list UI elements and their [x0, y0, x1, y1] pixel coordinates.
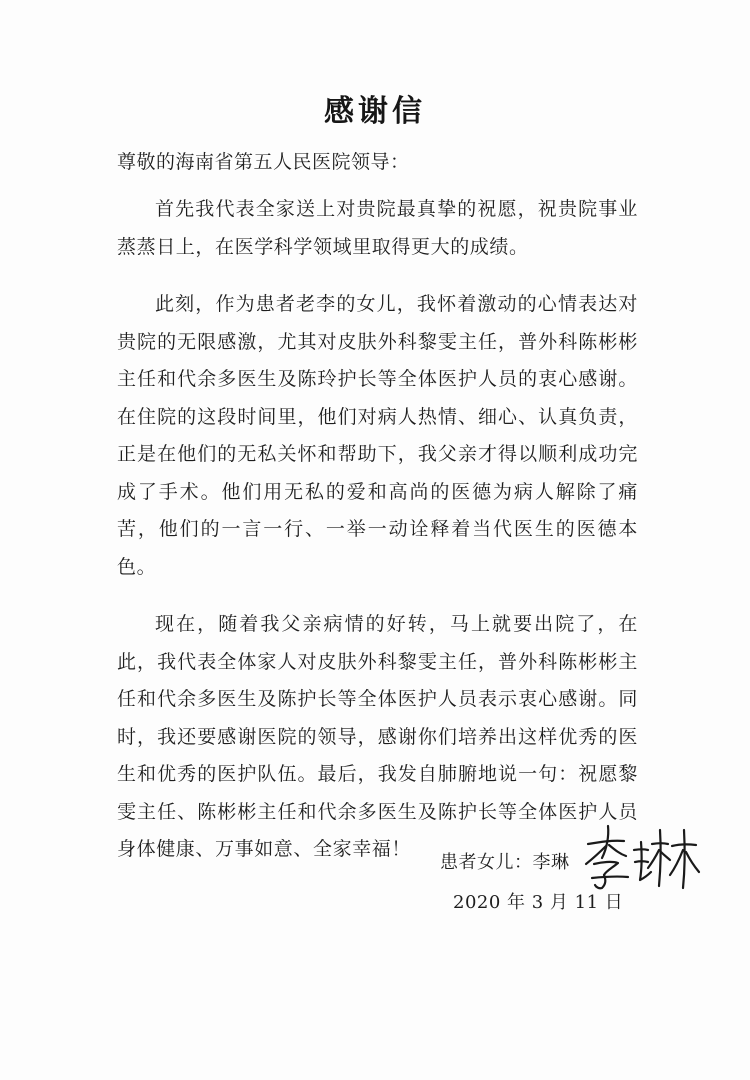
letter-date: 2020 年 3 月 11 日 [453, 892, 624, 913]
letter-paragraph-1: 首先我代表全家送上对贵院最真挚的祝愿，祝贵院事业蒸蒸日上，在医学科学领域里取得更大的成绩。 [117, 198, 638, 258]
handwritten-signature [582, 820, 702, 892]
letter-salutation: 尊敬的海南省第五人民医院领导： [117, 151, 410, 173]
letter-title: 感谢信 [324, 94, 426, 129]
signer-label: 患者女儿：李琳 [440, 852, 570, 873]
letter-body [117, 191, 638, 889]
letter-paragraph-3: 现在，随着我父亲病情的好转，马上就要出院了，在此，我代表全体家人对皮肤外科黎雯主任，普外科陈彬彬主任和代余多医生及陈护长等全体医护人员表示衷心感谢。同时，我还要感谢医院的领导，感谢你们培养出这样优秀的医生和优秀的医护队伍。最后，我发自肺腑地说一句：祝愿黎雯主任、陈彬彬主任和代余多医生及陈护长等全体医护人员身体健康、万事如意、全家幸福！ [117, 613, 638, 860]
letter-paragraph-2: 此刻，作为患者老李的女儿，我怀着激动的心情表达对贵院的无限感激，尤其对皮肤外科黎雯主任，普外科陈彬彬主任和代余多医生及陈玲护长等全体医护人员的衷心感谢。在住院的这段时间里，他们对病人热情、细心、认真负责，正是在他们的无私关怀和帮助下，我父亲才得以顺利成功完成了手术。他们用无私的爱和高尚的医德为病人解除了痛苦，他们的一言一行、一举一动诠释着当代医生的医德本色。 [117, 293, 638, 578]
